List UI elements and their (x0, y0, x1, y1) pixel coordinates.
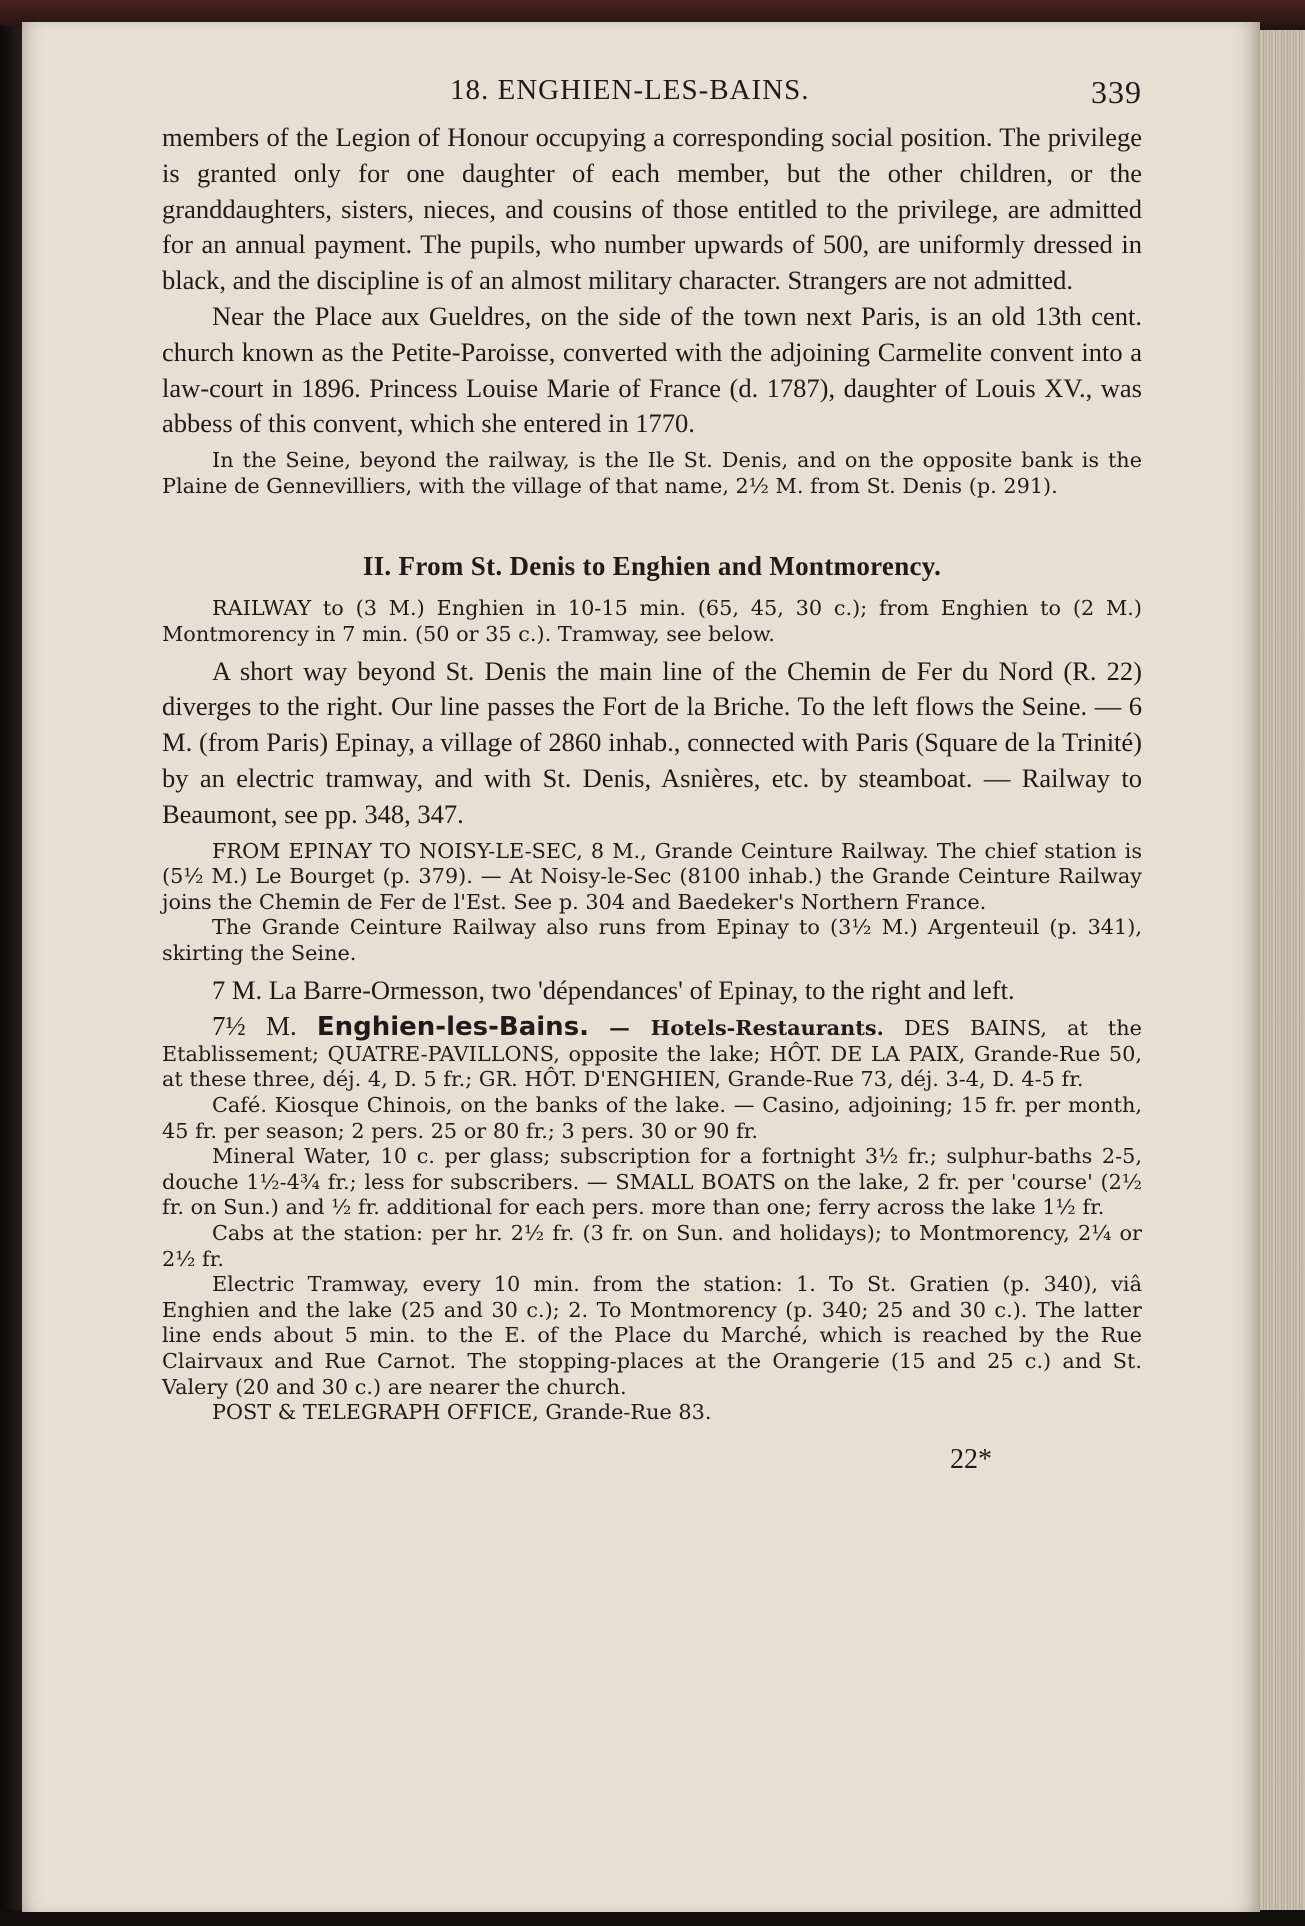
enghien-cabs: Cabs at the station: per hr. 2½ fr. (3 fr. on Sun. and holidays); to Montmorency, 2¼ or 2½ fr. (162, 1221, 1142, 1271)
signature-mark: 22* (950, 1443, 992, 1475)
enghien-hotels-label: — Hotels-Restaurants. (609, 1015, 884, 1041)
enghien-post-office: POST & TELEGRAPH OFFICE, Grande-Rue 83. (212, 1400, 712, 1425)
book-bottom-edge (0, 1910, 1305, 1926)
note-epinay-noisy: FROM EPINAY TO NOISY-LE-SEC, 8 M., Grande Ceinture Railway. The chief station is (5½ M.) Le Bourget (p. 379). — At Noisy-le-Sec (8100 inhab.) the Grande Ceinture Railway joins the Chemin de Fer de l'Est. See p. 304 and Baedeker's Northern France. (162, 838, 1142, 914)
note-argenteuil: The Grande Ceinture Railway also runs from Epinay to (3½ M.) Argenteuil (p. 341), skirting the Seine. (162, 915, 1142, 965)
page-number: 339 (1091, 74, 1142, 110)
enghien-distance: 7½ M. (212, 1011, 297, 1042)
running-title: 18. ENGHIEN-LES-BAINS. (450, 74, 810, 106)
page-stack-edge (1258, 30, 1305, 1910)
enghien-name: Enghien-les-Bains. (316, 1012, 590, 1043)
enghien-tramway: Electric Tramway, every 10 min. from the station: 1. To St. Gratien (p. 340), viâ Enghien and the lake (25 and 30 c.); 2. To Montmorency (p. 340; 25 and 30 c.). The latter line ends about 5 min. to the E. of the Place du Marché, which is reached by the Rue Clairvaux and Rue Carnot. The stopping-places at the Orangerie (15 and 25 c.) and St. Valery (20 and 30 c.) are nearer the church. (162, 1272, 1142, 1399)
railway-note: RAILWAY to (3 M.) Enghien in 10-15 min. (65, 45, 30 c.); from Enghien to (2 M.) Montmorency in 7 min. (50 or 35 c.). Tramway, see below. (162, 596, 1142, 646)
note-ile-st-denis: In the Seine, beyond the railway, is the Ile St. Denis, and on the opposite bank is the Plaine de Gennevilliers, with the village of that name, 2½ M. from St. Denis (p. 291). (162, 448, 1142, 498)
paragraph-route: A short way beyond St. Denis the main line of the Chemin de Fer du Nord (R. 22) diverges to the right. Our line passes the Fort de la Briche. To the left flows the Seine. — 6 M. (from Paris) Epinay, a village of 2860 inhab., connected with Paris (Square de la Trinité) by an electric tramway, and with St. Denis, Asnières, etc. by steamboat. — Railway to Beaumont, see pp. 348, 347. (162, 655, 1142, 829)
paragraph-legion: members of the Legion of Honour occupying a corresponding social position. The privilege is granted only for one daughter of each member, but the other children, or the granddaughters, sisters, nieces, and cousins of those entitled to the privilege, are admitted for an annual payment. The pupils, who number upwards of 500, are uniformly dressed in black, and the discipline is of an almost military character. Strangers are not admitted. (162, 122, 1142, 296)
section-heading: II. From St. Denis to Enghien and Montmorency. (362, 551, 942, 582)
enghien-entry (162, 1011, 1142, 1093)
enghien-cafe: Café. Kiosque Chinois, on the banks of the lake. — Casino, adjoining; 15 fr. per month, 45 fr. per season; 2 pers. 25 or 80 fr.; 3 pers. 30 or 90 fr. (162, 1093, 1142, 1143)
paragraph-barre-ormesson: 7 M. La Barre-Ormesson, two 'dépendances' of Epinay, to the right and left. (212, 974, 1015, 1005)
paragraph-petite-paroisse: Near the Place aux Gueldres, on the side of the town next Paris, is an old 13th cent. church known as the Petite-Paroisse, converted with the adjoining Carmelite convent into a law-court in 1896. Princess Louise Marie of France (d. 1787), daughter of Louis XV., was abbess of this convent, which she entered in 1770. (162, 300, 1142, 439)
running-header (162, 74, 1142, 120)
enghien-mineral-water: Mineral Water, 10 c. per glass; subscription for a fortnight 3½ fr.; sulphur-baths 2-5, douche 1½-4¾ fr.; less for subscribers. — SMALL BOATS on the lake, 2 fr. per 'course' (2½ fr. on Sun.) and ½ fr. additional for each pers. more than one; ferry across the lake 1½ fr. (162, 1144, 1142, 1220)
page-content (162, 74, 1142, 1476)
enghien-hotels: DES BAINS, at the Etablissement; QUATRE-PAVILLONS, opposite the lake; HÔT. DE LA PAIX, Grande-Rue 50, at these three, déj. 4, D. 5 fr.; GR. HÔT. D'ENGHIEN, Grande-Rue 73, déj. 3-4, D. 4-5 fr. (162, 1016, 1142, 1092)
